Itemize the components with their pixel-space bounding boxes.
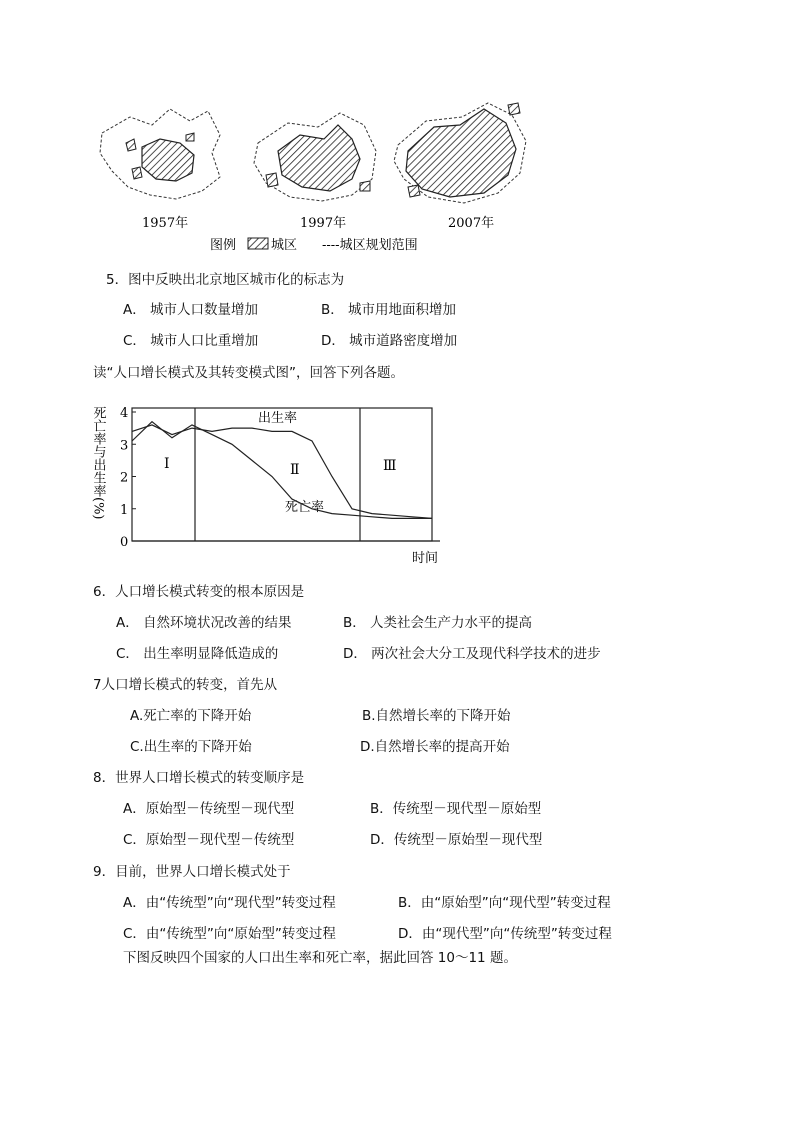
population-growth-chart — [90, 390, 460, 570]
series-label-death: 死亡率 — [285, 500, 325, 515]
map-year-1957: 1957年 — [142, 216, 189, 231]
q9-option-d[interactable]: D．由“现代型”向“传统型”转变过程 — [398, 926, 612, 942]
map-year-1997: 1997年 — [300, 216, 347, 231]
y-tick-label: 4 — [120, 406, 129, 421]
series-label-birth: 出生率 — [258, 411, 298, 426]
q8-option-a[interactable]: A．原始型－传统型－现代型 — [123, 801, 295, 817]
legend-prefix: 图例 — [210, 238, 237, 253]
stage-label-1: Ⅰ — [164, 456, 170, 472]
map-2007 — [394, 103, 526, 203]
q8-option-b[interactable]: B．传统型－现代型－原始型 — [370, 801, 542, 817]
map-1997 — [254, 113, 376, 201]
q9-option-c[interactable]: C．由“传统型”向“原始型”转变过程 — [123, 926, 336, 942]
chart-plot-frame — [132, 408, 432, 541]
q8-option-c[interactable]: C．原始型－现代型－传统型 — [123, 832, 295, 848]
q7-stem: 7人口增长模式的转变，首先从 — [93, 677, 278, 693]
q5-option-b[interactable]: B． 城市用地面积增加 — [321, 302, 457, 318]
q6-option-d[interactable]: D． 两次社会大分工及现代科学技术的进步 — [343, 646, 601, 662]
map-1957 — [100, 109, 220, 199]
stage-label-3: Ⅲ — [383, 458, 397, 474]
q5-stem: 5．图中反映出北京地区城市化的标志为 — [106, 272, 345, 288]
q6-stem: 6．人口增长模式转变的根本原因是 — [93, 584, 305, 600]
q7-option-a[interactable]: A.死亡率的下降开始 — [130, 708, 252, 724]
q7-option-b[interactable]: B.自然增长率的下降开始 — [362, 708, 511, 724]
q5-option-c[interactable]: C． 城市人口比重增加 — [123, 333, 259, 349]
legend-city-swatch — [248, 238, 268, 249]
q5-option-a[interactable]: A． 城市人口数量增加 — [123, 302, 259, 318]
intro-text: 读“人口增长模式及其转变模式图”，回答下列各题。 — [93, 365, 404, 381]
q7-option-d[interactable]: D.自然增长率的提高开始 — [360, 739, 510, 755]
chart-ylabel: 死亡率与出生率(%) — [90, 406, 106, 520]
q9-option-a[interactable]: A．由“传统型”向“现代型”转变过程 — [123, 895, 336, 911]
q9-option-b[interactable]: B．由“原始型”向“现代型”转变过程 — [398, 895, 611, 911]
outro-text: 下图反映四个国家的人口出生率和死亡率，据此回答 10～11 题。 — [123, 950, 517, 966]
y-tick-label: 1 — [120, 502, 129, 518]
legend-plan-label: ----城区规划范围 — [322, 238, 418, 253]
q9-stem: 9．目前，世界人口增长模式处于 — [93, 864, 291, 880]
chart-xlabel: 时间 — [412, 551, 439, 566]
q6-option-c[interactable]: C． 出生率明显降低造成的 — [116, 646, 279, 662]
q7-option-c[interactable]: C.出生率的下降开始 — [130, 739, 252, 755]
q6-option-a[interactable]: A． 自然环境状况改善的结果 — [116, 615, 292, 631]
y-tick-label: 0 — [120, 535, 129, 550]
q6-option-b[interactable]: B． 人类社会生产力水平的提高 — [343, 615, 533, 631]
map-year-2007: 2007年 — [448, 216, 495, 231]
beijing-urbanization-maps — [90, 95, 540, 260]
legend-city-label: 城区 — [271, 238, 298, 253]
y-tick-label: 3 — [120, 438, 129, 454]
y-tick-label: 2 — [120, 470, 129, 486]
q8-option-d[interactable]: D．传统型－原始型－现代型 — [370, 832, 543, 848]
stage-label-2: Ⅱ — [290, 462, 300, 478]
q5-option-d[interactable]: D． 城市道路密度增加 — [321, 333, 458, 349]
q8-stem: 8．世界人口增长模式的转变顺序是 — [93, 770, 305, 786]
